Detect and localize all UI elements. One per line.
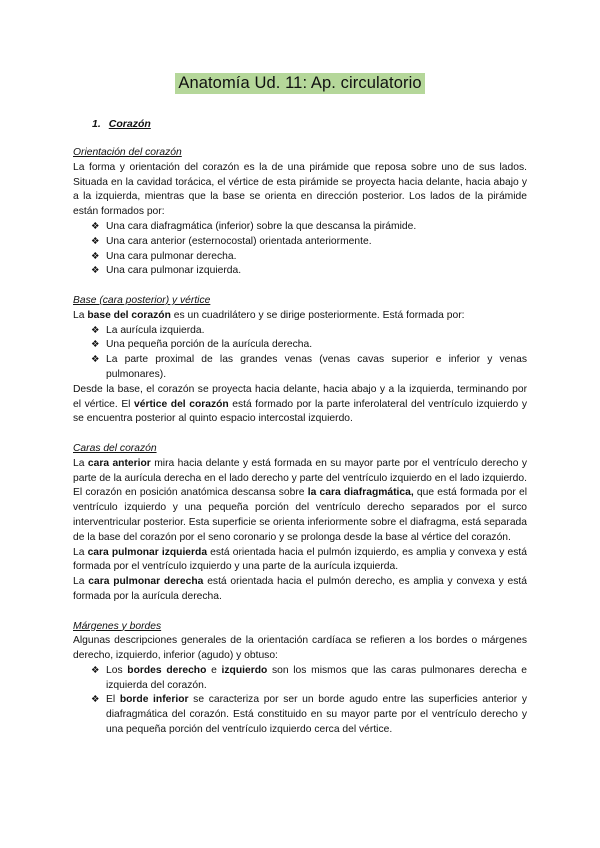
caras-paragraph-3: La cara pulmonar izquierda está orientada hacia el pulmón izquierdo, es amplia y convexa y está formada por el ventrículo izquierdo y una parte de la aurícula izquierda.: [73, 546, 527, 573]
base-closing: Desde la base, el corazón se proyecta hacia delante, hacia abajo y a la izquierda, terminando por el vértice. El vértice del corazón está formado por la parte inferolateral del ventrículo izquierdo y se encuentra posterior al quinto espacio intercostal izquierdo.: [73, 383, 527, 425]
caras-paragraph-2: El corazón en posición anatómica descansa sobre la cara diafragmática, que está formada por el ventrículo izquierdo y una pequeña porción del ventrículo derecho separados por el surco interventricular posterior. Esta superficie se orienta inferiormente sobre el diafragma, está separada de la base del corazón por el seno coronario y se prolonga desde la base al vértice del corazón.: [73, 487, 528, 543]
list-item: ❖ Una cara pulmonar derecha.: [91, 250, 527, 265]
section-title: Corazón: [108, 118, 151, 130]
list-item: ❖ El borde inferior se caracteriza por ser un borde agudo entre las superficies anterior y diafragmática del corazón. Está constituido en su mayor parte por el ventrículo derecho y una pequeña porción del ventrículo izquierdo cerca del vértice.: [91, 693, 527, 737]
caras-paragraph-1: La cara anterior mira hacia delante y está formada en su mayor parte por el ventrículo derecho y parte de la aurícula derecha en el lado derecho y parte del ventrículo izquierdo en el lado izquierdo.: [73, 457, 527, 484]
subsection-margenes-title: Márgenes y bordes: [73, 620, 162, 632]
margenes-intro: Algunas descripciones generales de la orientación cardíaca se refieren a los bordes o márgenes derecho, izquierdo, inferior (agudo) y obtuso:: [73, 635, 527, 662]
orientacion-paragraph: La forma y orientación del corazón es la de una pirámide que reposa sobre uno de sus lados. Situada en la cavidad torácica, el vértice de esta pirámide se proyecta hacia delante, hacia abajo y a la izquierda, mientras que la base se orienta en dirección posterior. Los lados de la pirámide están formados por:: [73, 161, 527, 218]
subsection-caras-title: Caras del corazón: [73, 442, 157, 454]
list-item: ❖ Los bordes derecho e izquierdo son los mismos que las caras pulmonares derecha e izquierda del corazón.: [91, 664, 527, 694]
margenes-list: [73, 664, 527, 738]
document-title: Anatomía Ud. 11: Ap. circulatorio: [175, 73, 424, 94]
list-item: ❖ Una cara anterior (esternocostal) orientada anteriormente.: [91, 235, 527, 250]
list-item: ❖ Una pequeña porción de la aurícula derecha.: [91, 338, 527, 353]
base-intro: La base del corazón es un cuadrilátero y se dirige posteriormente. Está formada por:: [73, 309, 465, 321]
subsection-orientacion-title: Orientación del corazón: [73, 147, 182, 158]
base-list: [73, 324, 527, 383]
caras-paragraph-4: La cara pulmonar derecha está orientada hacia el pulmón derecho, es amplia y convexa y está formada por la aurícula derecha.: [73, 576, 527, 602]
subsection-base-title: Base (cara posterior) y vértice: [73, 294, 211, 306]
list-item: ❖ Una cara diafragmática (inferior) sobre la que descansa la pirámide.: [91, 220, 527, 235]
list-item: ❖ La aurícula izquierda.: [91, 324, 527, 339]
document-body: [73, 146, 527, 738]
section-heading: [92, 118, 151, 130]
orientacion-list: [73, 220, 527, 279]
list-item: ❖ Una cara pulmonar izquierda.: [91, 264, 527, 279]
list-item: ❖ La parte proximal de las grandes venas (venas cavas superior e inferior y venas pulmonares).: [91, 353, 527, 383]
title-container: [0, 73, 600, 94]
section-number: 1.: [92, 118, 101, 130]
